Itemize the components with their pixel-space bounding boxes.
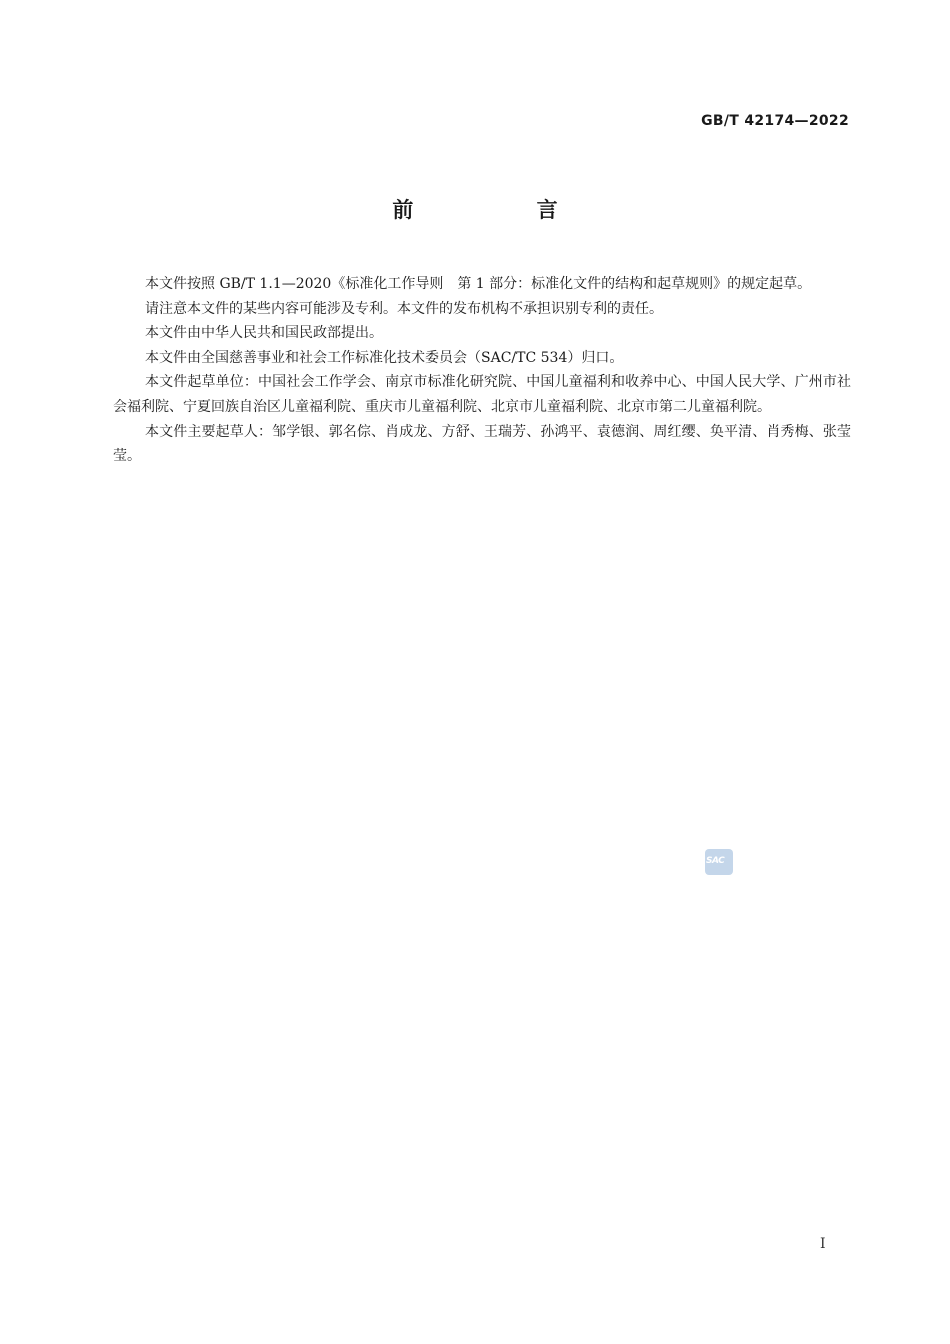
sac-watermark-logo [705, 849, 733, 875]
paragraph-patent-notice: 请注意本文件的某些内容可能涉及专利。本文件的发布机构不承担识别专利的责任。 [145, 300, 663, 317]
standard-code: GB/T 42174—2022 [701, 113, 849, 129]
page-title: 前 言 [392, 198, 616, 222]
paragraph-drafting-organizations: 本文件起草单位：中国社会工作学会、南京市标准化研究院、中国儿童福利和收养中心、中国人民大学、广州市社会福利院、宁夏回族自治区儿童福利院、重庆市儿童福利院、北京市儿童福利院、北京市第二儿童福利院。 [113, 374, 851, 415]
sac-logo-text: SAC [706, 856, 725, 866]
page-number: I [820, 1236, 826, 1252]
foreword-body [113, 272, 851, 469]
paragraph-proposer: 本文件由中华人民共和国民政部提出。 [145, 325, 383, 342]
paragraph-drafting-rules: 本文件按照 GB/T 1.1—2020《标准化工作导则 第 1 部分：标准化文件的结构和起草规则》的规定起草。 [145, 276, 812, 292]
paragraph-technical-committee: 本文件由全国慈善事业和社会工作标准化技术委员会（SAC/TC 534）归口。 [145, 349, 624, 366]
paragraph-drafters: 本文件主要起草人：邹学银、郭名倧、肖成龙、方舒、王瑞芳、孙鸿平、袁德润、周红缨、奂平清、肖秀梅、张莹莹。 [113, 423, 851, 465]
